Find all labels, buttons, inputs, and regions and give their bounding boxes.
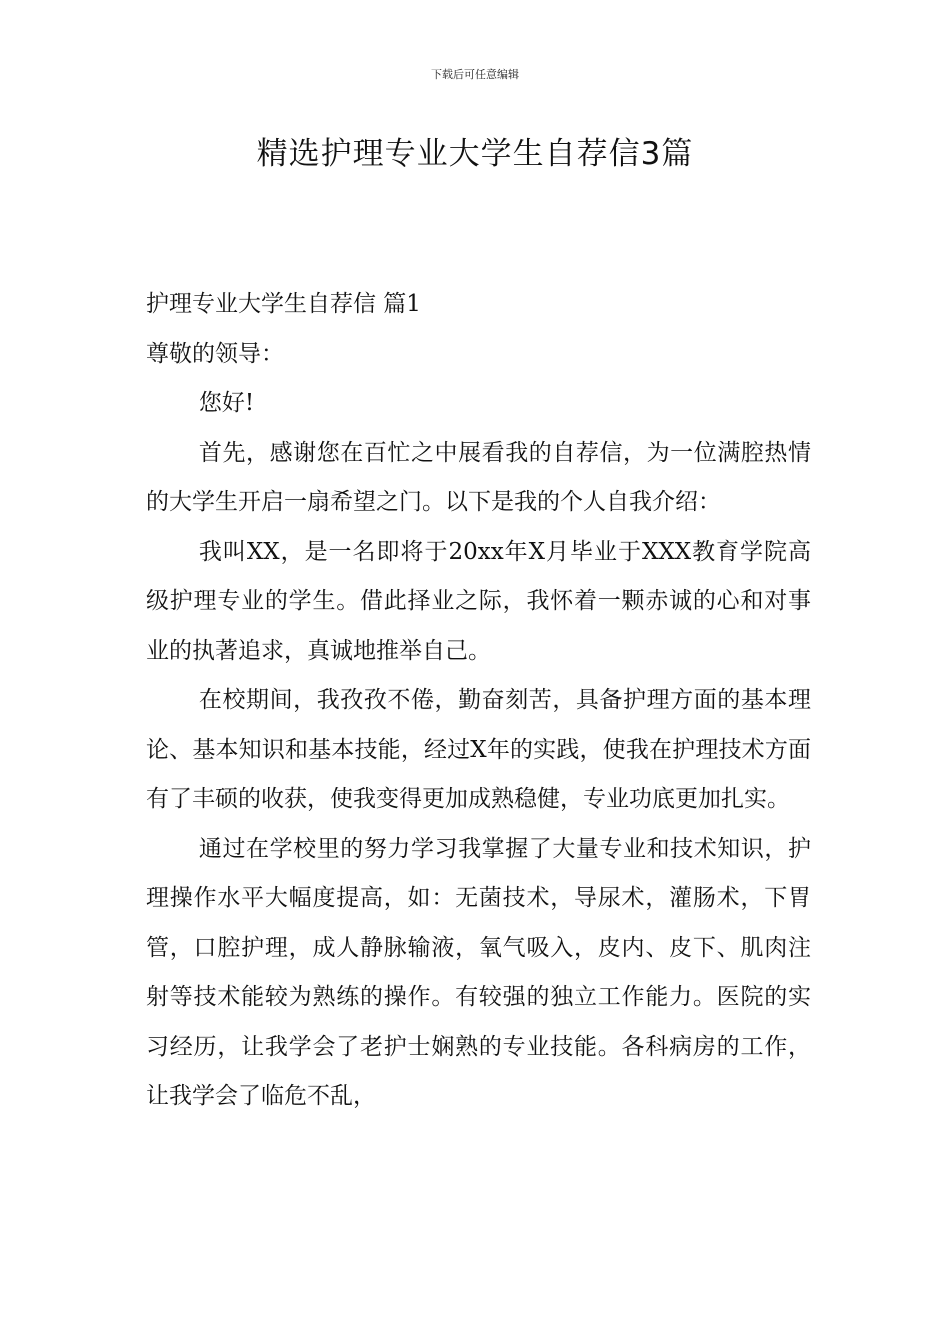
paragraph: 我叫XX，是一名即将于20xx年X月毕业于XXX教育学院高级护理专业的学生。借此择业之际，我怀着一颗赤诚的心和对事业的执著追求，真诚地推举自己。 — [146, 538, 811, 664]
document-title: 精选护理专业大学生自荐信3篇 — [256, 136, 694, 172]
greeting: 您好! — [198, 390, 255, 416]
document-body — [146, 280, 811, 1122]
paragraph: 首先，感谢您在百忙之中展看我的自荐信，为一位满腔热情的大学生开启一扇希望之门。以下是我的个人自我介绍： — [146, 439, 811, 515]
header-note: 下载后可任意编辑 — [431, 68, 519, 81]
paragraph: 通过在学校里的努力学习我掌握了大量专业和技术知识，护理操作水平大幅度提高，如：无菌技术，导尿术，灌肠术，下胃管，口腔护理，成人静脉输液，氧气吸入，皮内、皮下、肌肉注射等技术能较为熟练的操作。有较强的独立工作能力。医院的实习经历，让我学会了老护士娴熟的专业技能。各科病房的工作，让我学会了临危不乱， — [146, 835, 811, 1109]
salutation: 尊敬的领导： — [146, 340, 284, 367]
section-heading: 护理专业大学生自荐信 篇1 — [146, 291, 421, 317]
paragraph: 在校期间，我孜孜不倦，勤奋刻苦，具备护理方面的基本理论、基本知识和基本技能，经过X年的实践，使我在护理技术方面有了丰硕的收获，使我变得更加成熟稳健，专业功底更加扎实。 — [146, 687, 811, 812]
